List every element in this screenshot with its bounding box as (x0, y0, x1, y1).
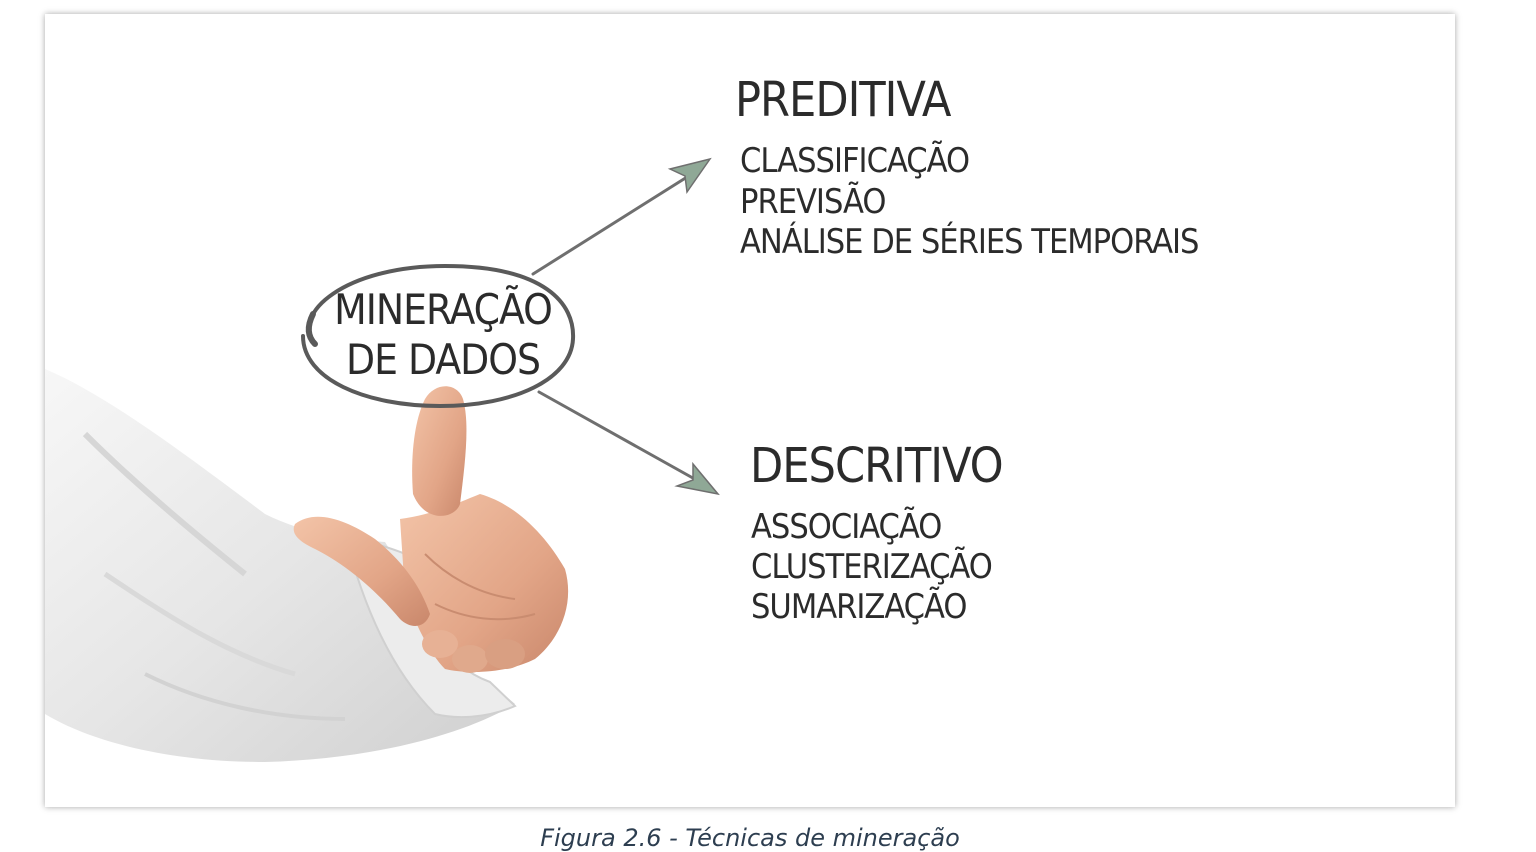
center-label-line1: MINERAÇÃO (334, 285, 552, 334)
figure-caption: Figura 2.6 - Técnicas de mineração (540, 824, 960, 852)
descriptive-group (750, 438, 1003, 627)
descriptive-item: CLUSTERIZAÇÃO (751, 547, 992, 587)
arrow-to-predictive (533, 159, 710, 274)
descriptive-item: SUMARIZAÇÃO (751, 587, 967, 627)
arrow-head-down (677, 464, 718, 494)
arrow-to-descriptive (539, 392, 718, 494)
pointing-hand-image (45, 369, 568, 762)
center-node (303, 266, 573, 406)
predictive-item: CLASSIFICAÇÃO (740, 141, 970, 181)
center-label-line2: DE DADOS (345, 335, 541, 384)
predictive-item: PREVISÃO (740, 182, 886, 222)
descriptive-item: ASSOCIAÇÃO (751, 507, 942, 547)
predictive-group (735, 72, 1198, 262)
mining-diagram (45, 14, 1455, 807)
figure-image (45, 14, 1455, 807)
arrow-head-up (670, 159, 710, 192)
predictive-item: ANÁLISE DE SÉRIES TEMPORAIS (740, 222, 1199, 262)
descriptive-title: DESCRITIVO (750, 438, 1003, 494)
predictive-title: PREDITIVA (735, 72, 951, 128)
